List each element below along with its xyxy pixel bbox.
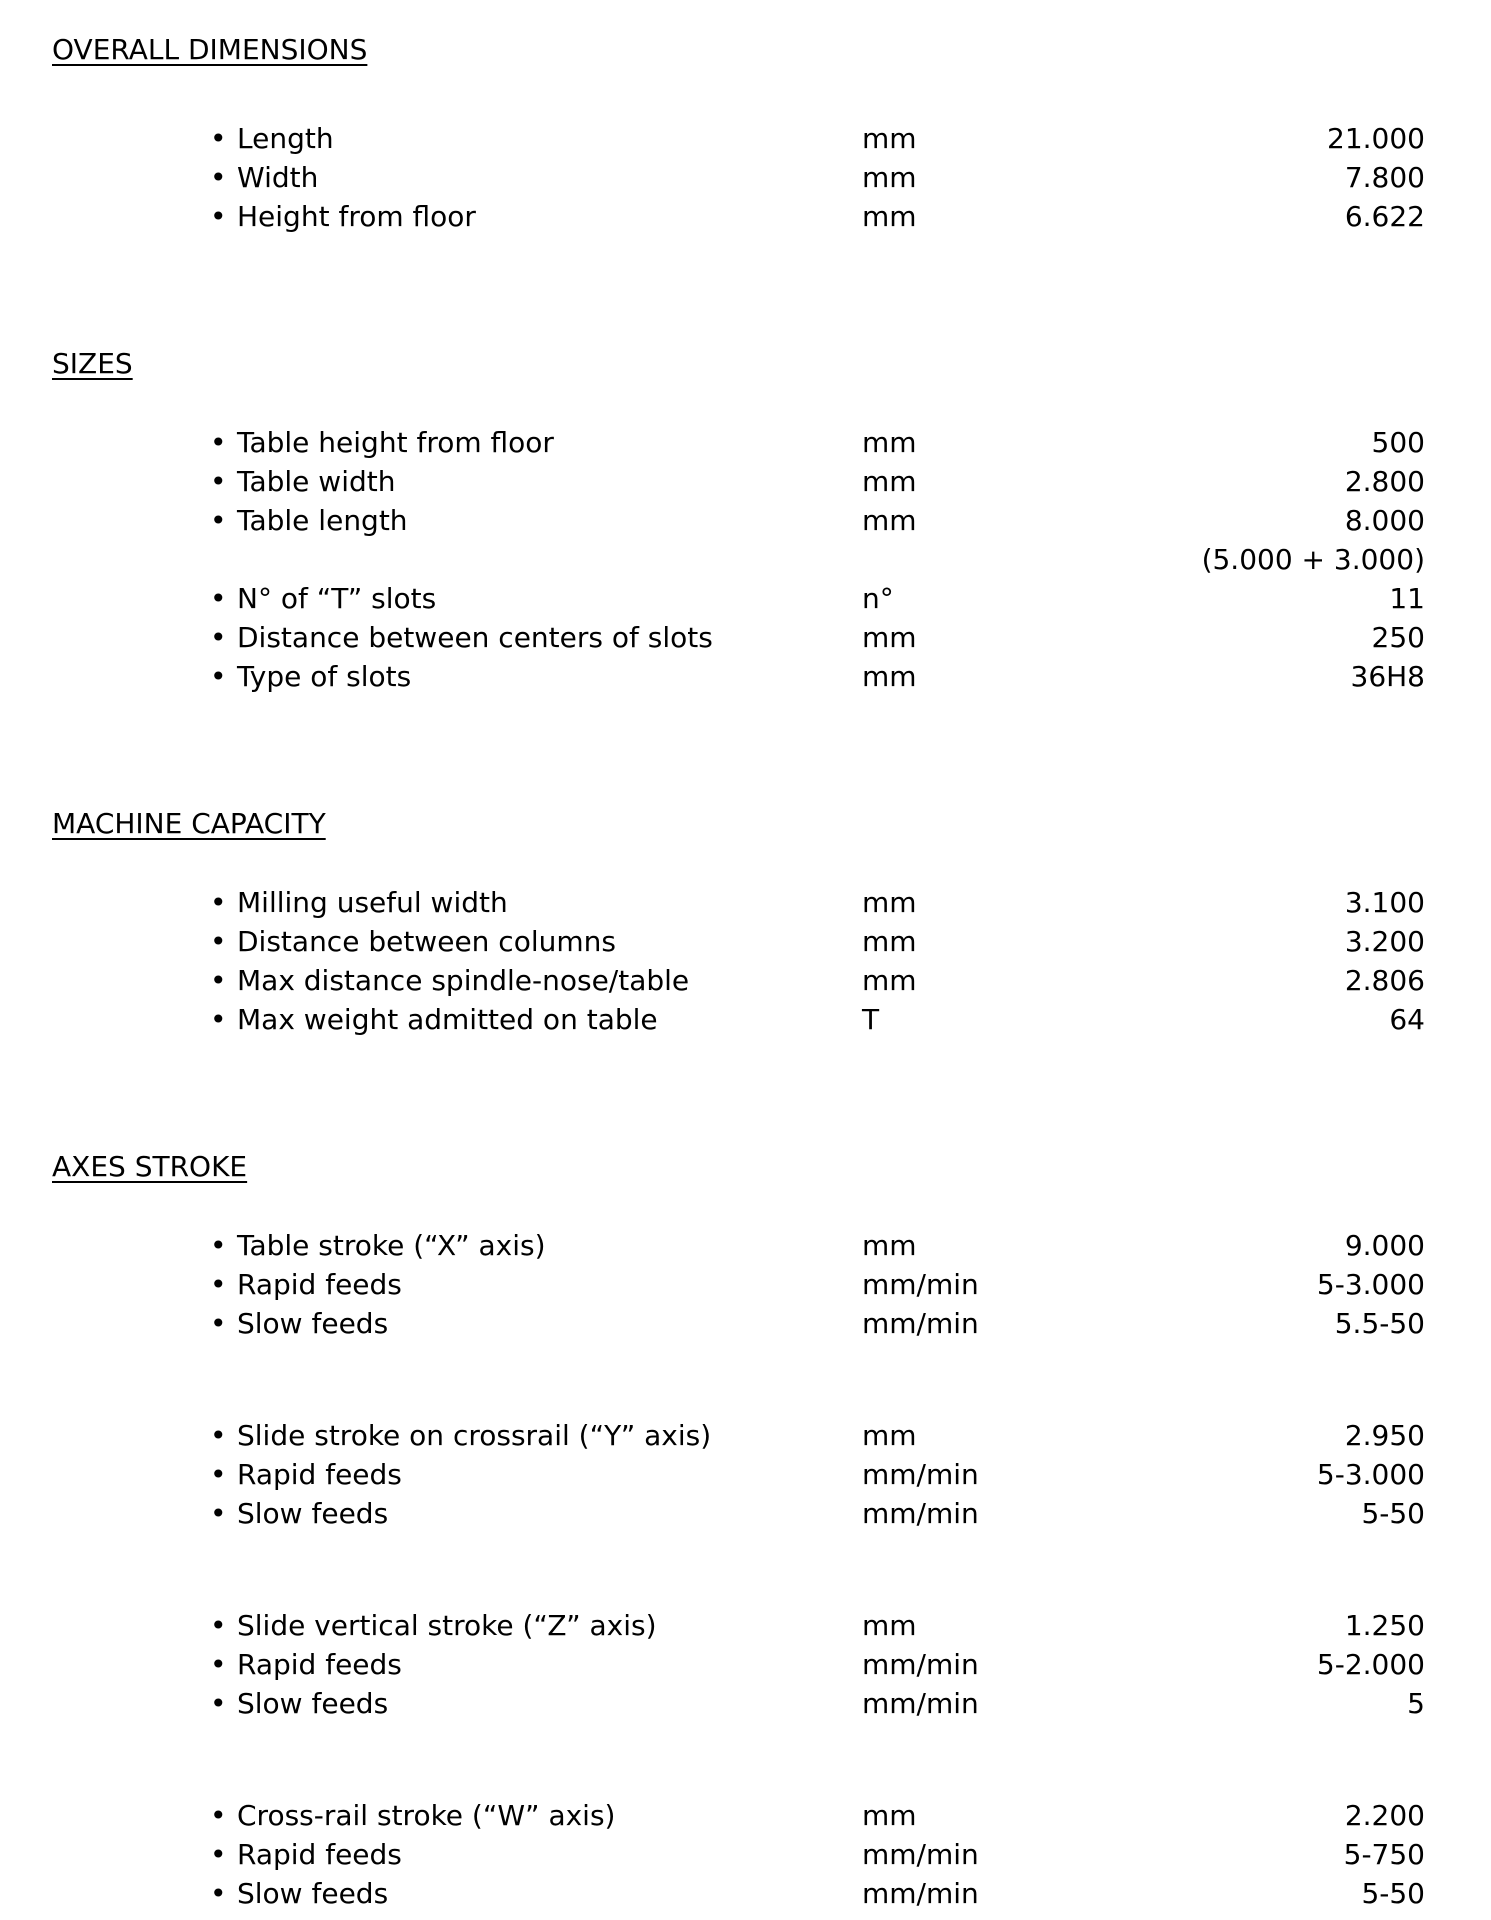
spec-group: [52, 1416, 1491, 1533]
spec-section: [52, 804, 1491, 1039]
spec-value: 1.250: [1344, 1609, 1425, 1642]
spec-section: [52, 1147, 1491, 1913]
bullet-icon: •: [210, 1877, 227, 1910]
spec-label: Length: [237, 122, 334, 155]
bullet-icon: •: [210, 1838, 227, 1871]
spec-row: [210, 883, 1491, 922]
spec-unit: [862, 540, 1112, 579]
spec-row: [210, 197, 1491, 236]
spec-unit: mm/min: [862, 1268, 979, 1301]
spec-row: [210, 1684, 1491, 1723]
spec-label: Height from floor: [237, 200, 476, 233]
spec-label: Rapid feeds: [237, 1648, 402, 1681]
spec-group: [52, 1796, 1491, 1913]
spec-group: [52, 883, 1491, 1039]
bullet-icon: •: [210, 1609, 227, 1642]
spec-label: Max weight admitted on table: [237, 1003, 658, 1036]
spec-label: Distance between columns: [237, 925, 616, 958]
bullet-icon: •: [210, 1687, 227, 1720]
bullet-icon: •: [210, 1307, 227, 1340]
spec-group: [52, 423, 1491, 696]
spec-value: 2.950: [1344, 1419, 1425, 1452]
spec-unit: mm/min: [862, 1458, 979, 1491]
spec-label: Distance between centers of slots: [237, 621, 713, 654]
spec-row: [210, 1265, 1491, 1304]
spec-value: (5.000 + 3.000): [1201, 543, 1425, 576]
spec-value: 500: [1371, 426, 1425, 459]
bullet-icon: •: [210, 886, 227, 919]
bullet-icon: •: [210, 426, 227, 459]
spec-row: [210, 119, 1491, 158]
spec-unit: mm/min: [862, 1648, 979, 1681]
spec-value: 5-3.000: [1316, 1458, 1425, 1491]
spec-label: Slide vertical stroke (“Z” axis): [237, 1609, 657, 1642]
spec-label: Slide stroke on crossrail (“Y” axis): [237, 1419, 712, 1452]
spec-unit: mm/min: [862, 1687, 979, 1720]
spec-value: 3.100: [1344, 886, 1425, 919]
spec-unit: mm: [862, 925, 917, 958]
spec-value: 5-2.000: [1316, 1648, 1425, 1681]
spec-value: 21.000: [1327, 122, 1425, 155]
spec-unit: n°: [862, 582, 894, 615]
spec-unit: mm: [862, 1609, 917, 1642]
spec-unit: mm: [862, 465, 917, 498]
spec-label: Max distance spindle-nose/table: [237, 964, 690, 997]
spec-value: 5-3.000: [1316, 1268, 1425, 1301]
spec-label: Rapid feeds: [237, 1838, 402, 1871]
spec-value: 11: [1389, 582, 1425, 615]
spec-row: [210, 961, 1491, 1000]
spec-value: 2.200: [1344, 1799, 1425, 1832]
spec-value: 9.000: [1344, 1229, 1425, 1262]
spec-unit: T: [862, 1003, 880, 1036]
bullet-icon: •: [210, 1458, 227, 1491]
spec-unit: mm: [862, 200, 917, 233]
bullet-icon: •: [210, 582, 227, 615]
spec-group: [52, 1606, 1491, 1723]
spec-row-continuation: [210, 540, 1491, 579]
spec-label: Table stroke (“X” axis): [237, 1229, 546, 1262]
bullet-icon: •: [210, 465, 227, 498]
spec-unit: mm: [862, 660, 917, 693]
spec-row: [210, 1416, 1491, 1455]
bullet-icon: •: [210, 1799, 227, 1832]
spec-label: [237, 540, 862, 579]
bullet-icon: •: [210, 161, 227, 194]
spec-label: Table width: [237, 465, 396, 498]
spec-label: Table length: [237, 504, 408, 537]
bullet-icon: •: [210, 1268, 227, 1301]
spec-row: [210, 501, 1491, 540]
spec-row: [210, 1494, 1491, 1533]
spec-value: 5.5-50: [1334, 1307, 1425, 1340]
spec-value: 36H8: [1350, 660, 1425, 693]
bullet-icon: •: [210, 1003, 227, 1036]
bullet-spacer: [210, 540, 237, 579]
spec-unit: mm: [862, 426, 917, 459]
bullet-icon: •: [210, 621, 227, 654]
spec-row: [210, 1455, 1491, 1494]
spec-value: 64: [1389, 1003, 1425, 1036]
spec-row: [210, 1226, 1491, 1265]
spec-label: Milling useful width: [237, 886, 508, 919]
bullet-icon: •: [210, 1229, 227, 1262]
bullet-icon: •: [210, 1648, 227, 1681]
spec-row: [210, 462, 1491, 501]
spec-value: 3.200: [1344, 925, 1425, 958]
spec-unit: mm: [862, 886, 917, 919]
spec-group: [52, 119, 1491, 236]
spec-row: [210, 618, 1491, 657]
spec-value: 5: [1407, 1687, 1425, 1720]
spec-unit: mm/min: [862, 1497, 979, 1530]
spec-value: 250: [1371, 621, 1425, 654]
spec-unit: mm: [862, 1419, 917, 1452]
spec-unit: mm: [862, 504, 917, 537]
spec-section: [52, 30, 1491, 236]
spec-row: [210, 579, 1491, 618]
spec-value: 6.622: [1344, 200, 1425, 233]
spec-value: 2.800: [1344, 465, 1425, 498]
bullet-icon: •: [210, 1419, 227, 1452]
spec-label: N° of “T” slots: [237, 582, 437, 615]
spec-label: Rapid feeds: [237, 1268, 402, 1301]
spec-section: [52, 344, 1491, 696]
spec-unit: mm: [862, 1799, 917, 1832]
spec-value: 2.806: [1344, 964, 1425, 997]
spec-row: [210, 657, 1491, 696]
spec-label: Cross-rail stroke (“W” axis): [237, 1799, 616, 1832]
spec-unit: mm/min: [862, 1877, 979, 1910]
spec-value: 7.800: [1344, 161, 1425, 194]
spec-row: [210, 1606, 1491, 1645]
bullet-icon: •: [210, 504, 227, 537]
section-title: MACHINE CAPACITY: [52, 807, 326, 840]
spec-row: [210, 1000, 1491, 1039]
bullet-icon: •: [210, 122, 227, 155]
spec-value: 5-750: [1343, 1838, 1425, 1871]
spec-value: 5-50: [1361, 1877, 1425, 1910]
spec-label: Slow feeds: [237, 1497, 389, 1530]
spec-group: [52, 1226, 1491, 1343]
spec-label: Rapid feeds: [237, 1458, 402, 1491]
spec-unit: mm: [862, 161, 917, 194]
spec-label: Slow feeds: [237, 1877, 389, 1910]
section-title: SIZES: [52, 347, 133, 380]
bullet-icon: •: [210, 200, 227, 233]
spec-label: Slow feeds: [237, 1307, 389, 1340]
spec-unit: mm: [862, 1229, 917, 1262]
spec-label: Slow feeds: [237, 1687, 389, 1720]
spec-unit: mm: [862, 621, 917, 654]
spec-unit: mm: [862, 122, 917, 155]
section-title: OVERALL DIMENSIONS: [52, 33, 368, 66]
spec-label: Type of slots: [237, 660, 412, 693]
spec-value: 5-50: [1361, 1497, 1425, 1530]
bullet-icon: •: [210, 660, 227, 693]
bullet-icon: •: [210, 925, 227, 958]
spec-label: Width: [237, 161, 319, 194]
spec-row: [210, 1835, 1491, 1874]
spec-unit: mm: [862, 964, 917, 997]
spec-value: 8.000: [1344, 504, 1425, 537]
spec-unit: mm/min: [862, 1838, 979, 1871]
spec-row: [210, 1796, 1491, 1835]
spec-row: [210, 423, 1491, 462]
bullet-icon: •: [210, 1497, 227, 1530]
spec-row: [210, 1874, 1491, 1913]
spec-row: [210, 158, 1491, 197]
section-title: AXES STROKE: [52, 1150, 248, 1183]
spec-unit: mm/min: [862, 1307, 979, 1340]
spec-row: [210, 922, 1491, 961]
spec-label: Table height from floor: [237, 426, 554, 459]
spec-row: [210, 1304, 1491, 1343]
spec-row: [210, 1645, 1491, 1684]
bullet-icon: •: [210, 964, 227, 997]
